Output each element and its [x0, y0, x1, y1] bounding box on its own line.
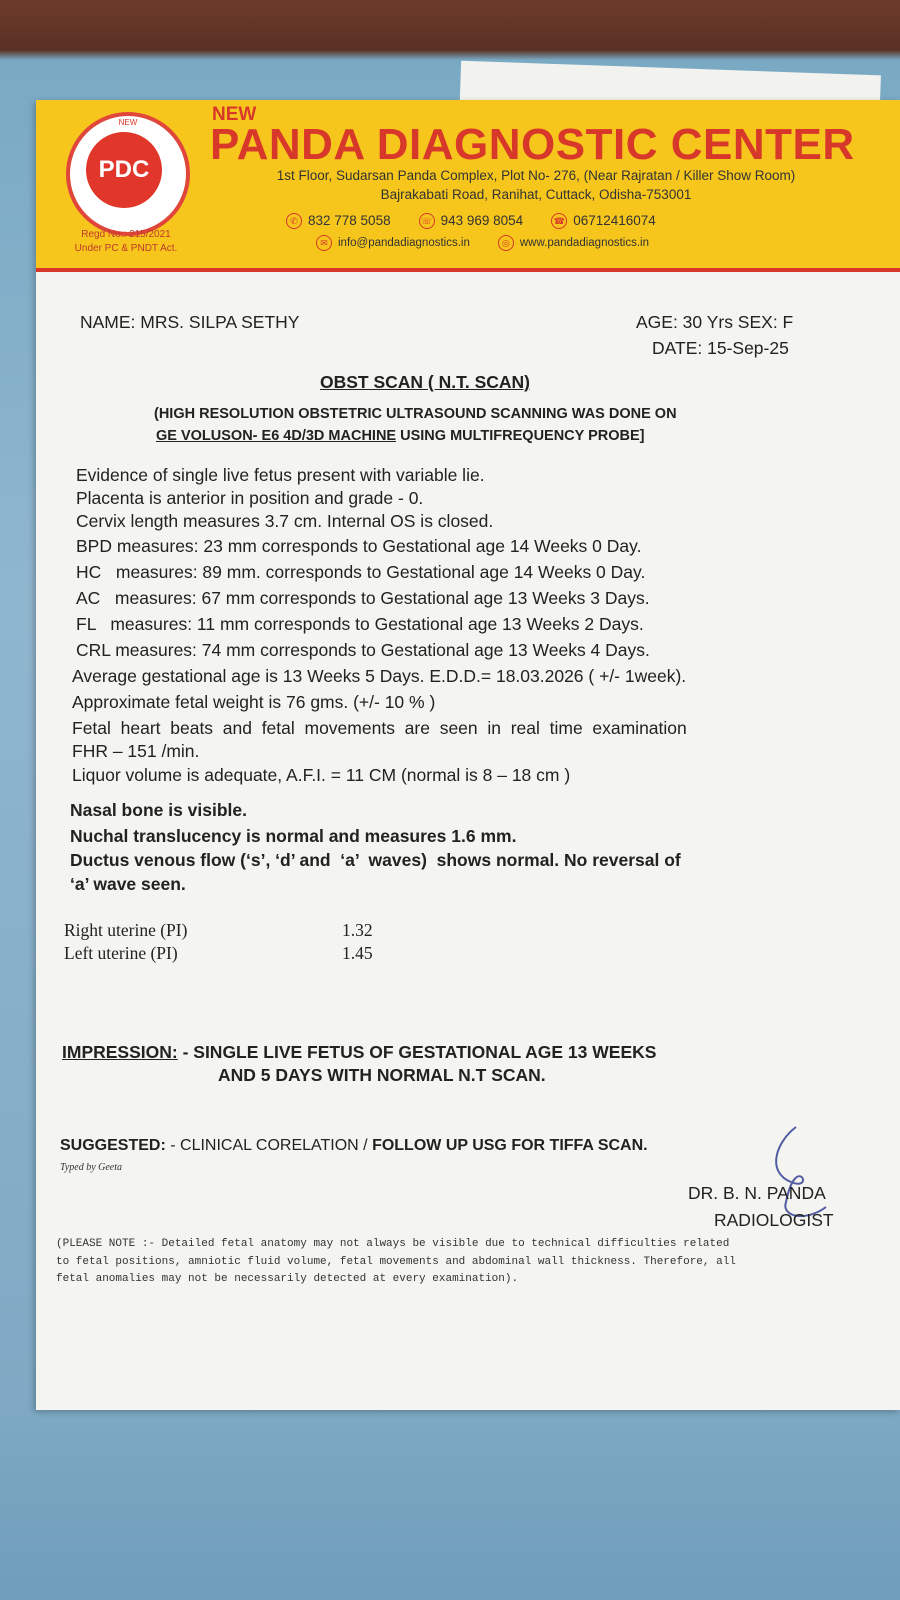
header-new: NEW [212, 104, 257, 125]
impression-line-2: AND 5 DAYS WITH NORMAL N.T SCAN. [218, 1065, 546, 1085]
finding-fhr: FHR – 151 /min. [72, 741, 200, 761]
address-line-2: Bajrakabati Road, Ranihat, Cuttack, Odisha-753001 [380, 187, 692, 202]
globe-icon: ◎ [498, 235, 514, 251]
registration-info [56, 228, 196, 256]
finding-average-ga: Average gestational age is 13 Weeks 5 Days. E.D.D.= 18.03.2026 ( +/- 1week). [72, 666, 687, 686]
logo-text: PDC [86, 132, 162, 208]
method-line-1: (HIGH RESOLUTION OBSTETRIC ULTRASOUND SCANNING WAS DONE ON [154, 406, 677, 422]
suggested-line: SUGGESTED: - CLINICAL CORELATION / FOLLOW UP USG FOR TIFFA SCAN. [60, 1137, 648, 1154]
phone-2: ☏ 943 969 8054 [419, 213, 524, 229]
regd-number: Regd No.: 215/2021 [81, 229, 171, 240]
phone-1: ✆ 832 778 5058 [286, 213, 391, 229]
typed-by: Typed by Geeta [60, 1162, 123, 1173]
finding-3: Cervix length measures 3.7 cm. Internal OS is closed. [76, 511, 494, 531]
note-line-3: fetal anomalies may not be necessarily detected at every examination). [56, 1273, 519, 1285]
regd-act: Under PC & PNDT Act. [74, 243, 178, 254]
right-uterine-label: Right uterine (PI) [64, 920, 188, 940]
doctor-designation: RADIOLOGIST [714, 1210, 834, 1230]
contact-info [286, 210, 846, 254]
finding-fl: FL measures: 11 mm corresponds to Gestational age 13 Weeks 2 Days. [76, 614, 644, 634]
patient-age-sex: AGE: 30 Yrs SEX: F [636, 312, 794, 332]
center-address [216, 166, 856, 204]
impression-line-1: IMPRESSION: - SINGLE LIVE FETUS OF GESTATIONAL AGE 13 WEEKS [62, 1042, 657, 1062]
nasal-bone: Nasal bone is visible. [70, 800, 248, 820]
finding-hc: HC measures: 89 mm. corresponds to Gestational age 14 Weeks 0 Day. [76, 562, 646, 582]
a-wave: ‘a’ wave seen. [70, 874, 186, 894]
pdc-logo [66, 112, 190, 236]
report-title: OBST SCAN ( N.T. SCAN) [320, 372, 530, 392]
finding-liquor: Liquor volume is adequate, A.F.I. = 11 CM (normal is 8 – 18 cm ) [72, 765, 571, 785]
phone-icon: ☏ [419, 213, 435, 229]
letterhead [36, 100, 900, 272]
logo-top-text: NEW [118, 118, 138, 127]
report-date: DATE: 15-Sep-25 [652, 338, 789, 358]
email: ✉ info@pandadiagnostics.in [316, 235, 470, 251]
method-line-2: GE VOLUSON- E6 4D/3D MACHINE USING MULTIFREQUENCY PROBE] [156, 428, 645, 444]
finding-heart-beats: Fetal heart beats and fetal movements are seen in real time examination [72, 718, 687, 738]
finding-bpd: BPD measures: 23 mm corresponds to Gestational age 14 Weeks 0 Day. [76, 536, 642, 556]
whatsapp-icon: ✆ [286, 213, 302, 229]
address-line-1: 1st Floor, Sudarsan Panda Complex, Plot No- 276, (Near Rajratan / Killer Show Room) [276, 168, 796, 183]
nuchal-translucency: Nuchal translucency is normal and measures 1.6 mm. [70, 826, 517, 846]
patient-name: NAME: MRS. SILPA SETHY [80, 312, 300, 332]
finding-1: Evidence of single live fetus present with variable lie. [76, 465, 485, 485]
phone-3: ☎ 06712416074 [551, 213, 656, 229]
email-icon: ✉ [316, 235, 332, 251]
finding-fetal-weight: Approximate fetal weight is 76 gms. (+/- 10 % ) [72, 692, 436, 712]
left-uterine-value: 1.45 [342, 943, 373, 963]
right-uterine-value: 1.32 [342, 920, 373, 940]
left-uterine-label: Left uterine (PI) [64, 943, 178, 963]
finding-2: Placenta is anterior in position and grade - 0. [76, 488, 424, 508]
report-page [36, 100, 900, 1410]
finding-ac: AC measures: 67 mm corresponds to Gestational age 13 Weeks 3 Days. [76, 588, 650, 608]
doctor-name: DR. B. N. PANDA [688, 1183, 826, 1203]
center-name: PANDA DIAGNOSTIC CENTER [210, 120, 855, 169]
note-line-2: to fetal positions, amniotic fluid volume, fetal movements and abdominal wall thickness. Therefore, all [56, 1256, 736, 1268]
ductus-venous-flow: Ductus venous flow (‘s’, ‘d’ and ‘a’ waves) shows normal. No reversal of [70, 850, 681, 870]
finding-crl: CRL measures: 74 mm corresponds to Gestational age 13 Weeks 4 Days. [76, 640, 650, 660]
telephone-icon: ☎ [551, 213, 567, 229]
note-line-1: (PLEASE NOTE :- Detailed fetal anatomy may not always be visible due to technical difficulties related [56, 1238, 730, 1250]
website: ◎ www.pandadiagnostics.in [498, 235, 649, 251]
